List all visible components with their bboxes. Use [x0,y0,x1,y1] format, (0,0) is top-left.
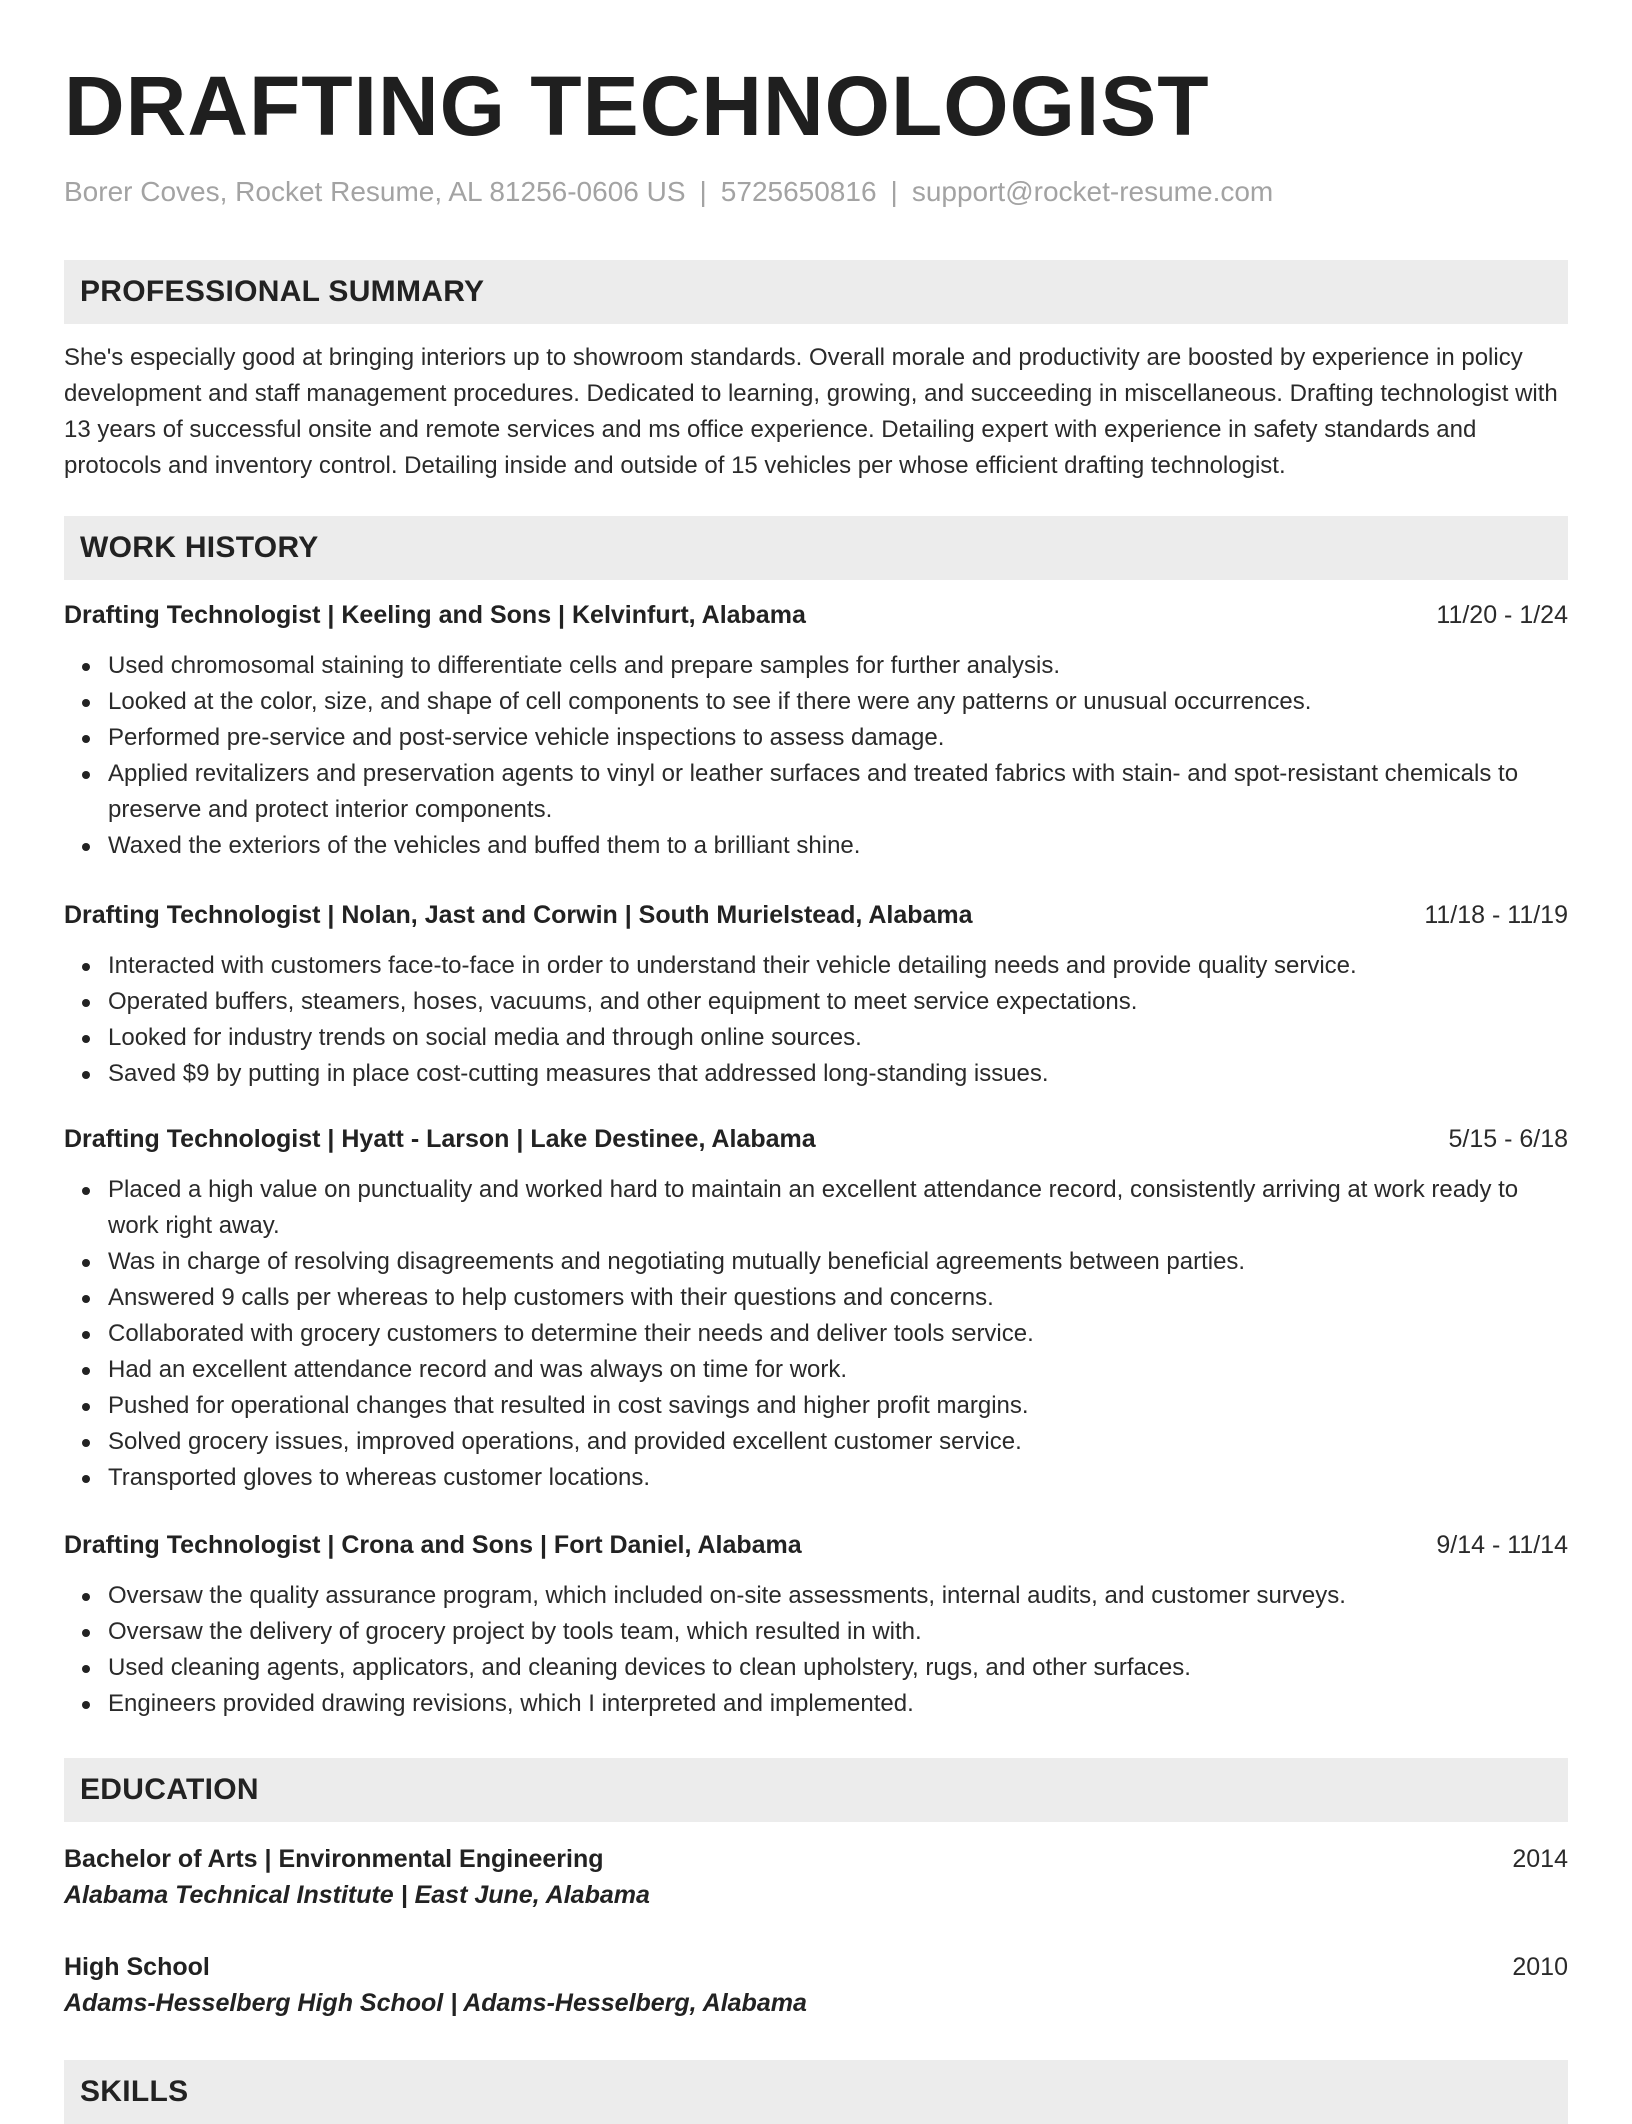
job-bullet: Transported gloves to whereas customer locations. [108,1460,1568,1496]
job-bullet: Looked for industry trends on social media and through online sources. [108,1020,1568,1056]
education-entry [64,1950,1568,2022]
section-header-work-history: WORK HISTORY [64,516,1568,580]
contact-separator: | [890,176,898,207]
job-bullet: Interacted with customers face-to-face in order to understand their vehicle detailing needs and provide quality service. [108,948,1568,984]
contact-phone: 5725650816 [720,176,877,207]
education-degree: High School [64,1953,210,1981]
education-year: 2014 [1512,1845,1568,1873]
job-bullet-list [64,1578,1568,1722]
section-header-professional-summary: PROFESSIONAL SUMMARY [64,260,1568,324]
job-entry [64,898,1568,1092]
contact-separator: | [699,176,707,207]
job-dates: 5/15 - 6/18 [1448,1125,1568,1153]
job-bullet-list [64,1172,1568,1496]
job-bullet: Operated buffers, steamers, hoses, vacuums, and other equipment to meet service expectations. [108,984,1568,1020]
job-title: Drafting Technologist | Nolan, Jast and Corwin | South Murielstead, Alabama [64,901,973,929]
job-bullet: Solved grocery issues, improved operations, and provided excellent customer service. [108,1424,1568,1460]
job-dates: 11/18 - 11/19 [1424,901,1568,929]
job-heading [64,598,1568,632]
job-heading [64,1528,1568,1562]
job-bullet: Used chromosomal staining to differentiate cells and prepare samples for further analysis. [108,648,1568,684]
job-heading [64,898,1568,932]
job-title: Drafting Technologist | Hyatt - Larson | Lake Destinee, Alabama [64,1125,816,1153]
education-school: Adams-Hesselberg High School | Adams-Hesselberg, Alabama [64,1989,807,2017]
education-heading [64,1950,1568,1984]
job-bullet: Collaborated with grocery customers to determine their needs and deliver tools service. [108,1316,1568,1352]
contact-email: support@rocket-resume.com [911,176,1274,207]
contact-address: Borer Coves, Rocket Resume, AL 81256-0606 US [64,176,686,207]
contact-line [64,174,1568,210]
job-heading [64,1122,1568,1156]
resume-name: DRAFTING TECHNOLOGIST [64,59,1210,153]
section-header-education: EDUCATION [64,1758,1568,1822]
job-bullet: Performed pre-service and post-service vehicle inspections to assess damage. [108,720,1568,756]
job-dates: 11/20 - 1/24 [1436,601,1568,629]
job-bullet: Engineers provided drawing revisions, which I interpreted and implemented. [108,1686,1568,1722]
job-entry [64,1122,1568,1496]
job-title: Drafting Technologist | Keeling and Sons | Kelvinfurt, Alabama [64,601,806,629]
education-heading [64,1842,1568,1876]
job-bullet: Was in charge of resolving disagreements and negotiating mutually beneficial agreements between parties. [108,1244,1568,1280]
section-header-skills: SKILLS [64,2060,1568,2124]
job-bullet: Placed a high value on punctuality and worked hard to maintain an excellent attendance record, consistently arriving at work ready to work right away. [108,1172,1568,1244]
job-bullet: Waxed the exteriors of the vehicles and buffed them to a brilliant shine. [108,828,1568,864]
job-dates: 9/14 - 11/14 [1436,1531,1568,1559]
education-year: 2010 [1512,1953,1568,1981]
job-bullet: Applied revitalizers and preservation agents to vinyl or leather surfaces and treated fabrics with stain- and spot-resistant chemicals to preserve and protect interior components. [108,756,1568,828]
job-bullet: Looked at the color, size, and shape of cell components to see if there were any patterns or unusual occurrences. [108,684,1568,720]
job-bullet: Oversaw the delivery of grocery project by tools team, which resulted in with. [108,1614,1568,1650]
job-bullet: Had an excellent attendance record and was always on time for work. [108,1352,1568,1388]
job-bullet-list [64,948,1568,1092]
job-bullet: Used cleaning agents, applicators, and cleaning devices to clean upholstery, rugs, and other surfaces. [108,1650,1568,1686]
job-entry [64,598,1568,864]
job-entry [64,1528,1568,1722]
education-entry [64,1842,1568,1914]
summary-text: She's especially good at bringing interiors up to showroom standards. Overall morale and productivity are boosted by experience in policy development and staff management procedures. Dedicated to learning, growing, and succeeding in miscellaneous. Drafting technologist with 13 years of successful onsite and remote services and ms office experience. Detailing expert with experience in safety standards and protocols and inventory control. Detailing inside and outside of 15 vehicles per whose efficient drafting technologist. [64,344,1558,479]
job-bullet: Oversaw the quality assurance program, which included on-site assessments, internal audits, and customer surveys. [108,1578,1568,1614]
job-bullet: Answered 9 calls per whereas to help customers with their questions and concerns. [108,1280,1568,1316]
job-bullet: Saved $9 by putting in place cost-cutting measures that addressed long-standing issues. [108,1056,1568,1092]
job-title: Drafting Technologist | Crona and Sons | Fort Daniel, Alabama [64,1531,802,1559]
education-school: Alabama Technical Institute | East June, Alabama [64,1881,650,1909]
education-degree: Bachelor of Arts | Environmental Engineering [64,1845,604,1873]
job-bullet: Pushed for operational changes that resulted in cost savings and higher profit margins. [108,1388,1568,1424]
job-bullet-list [64,648,1568,864]
